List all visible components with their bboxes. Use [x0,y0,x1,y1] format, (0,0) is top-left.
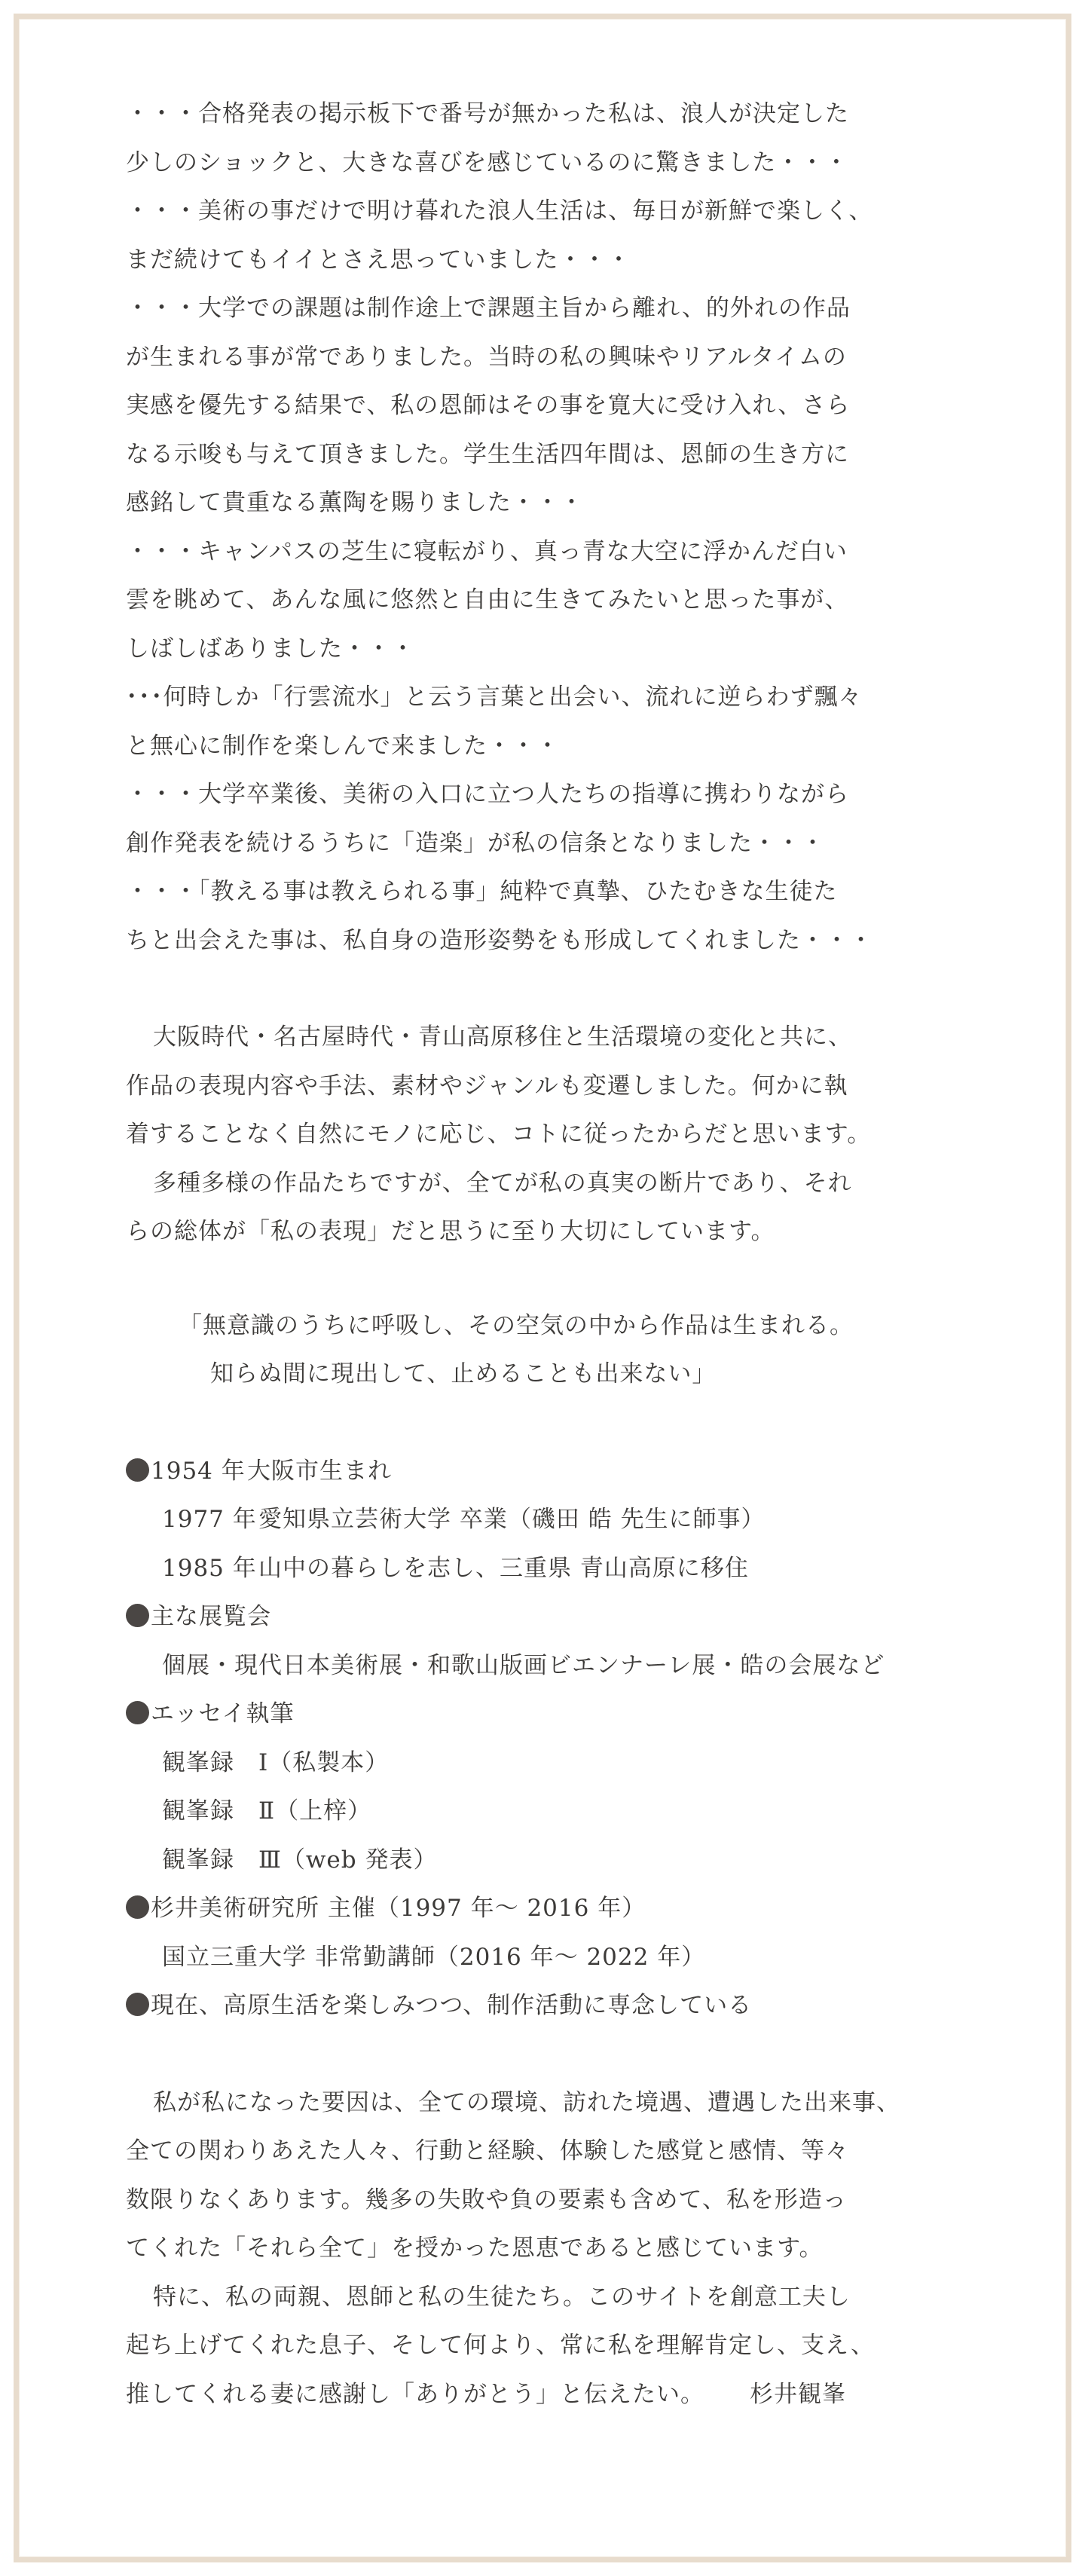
intro-line: 感銘して貴重なる薫陶を賜りました・・・ [126,489,584,516]
intro-line: 実感を優先する結果で、私の恩師はその事を寛大に受け入れ、さら [126,392,851,419]
bullet-icon [126,1458,149,1482]
exhibitions-heading [126,1592,992,1641]
career-year: 1985 年 [162,1554,257,1582]
intro-line: 雲を眺めて、あんな風に悠然と自由に生きてみたいと思った事が、 [126,586,849,613]
career-text: 杉井美術研究所 主催（1997 年～ 2016 年） [151,1895,646,1922]
section-spacer [126,965,992,1013]
heading-label: 主な展覧会 [151,1603,271,1630]
intro-line: が生まれる事が常でありました。当時の私の興味やリアルタイムの [126,343,847,371]
intro-line: ・・・大学での課題は制作途上で課題主旨から離れ、的外れの作品 [126,295,851,322]
intro-section [126,90,992,965]
career-paragraph [126,1013,992,1256]
paragraph-line: 大阪時代・名古屋時代・青山高原移住と生活環境の変化と共に、 [153,1023,852,1051]
career-text: 大阪市生まれ [247,1457,392,1485]
essay-item: 観峯録 Ⅰ（私製本） [162,1748,390,1776]
intro-line: 少しのショックと、大きな喜びを感じているのに驚きました・・・ [126,148,849,176]
intro-line: と無心に制作を楽しんで来ました・・・ [126,732,560,760]
section-spacer [126,1399,992,1447]
career-text: 現在、高原生活を楽しみつつ、制作活動に専念している [151,1992,753,2019]
paragraph-line: 着することなく自然にモノに応じ、コトに従ったからだと思います。 [126,1121,872,1148]
bullet-icon [126,1895,149,1919]
paragraph-line: 全ての関わりあえた人々、行動と経験、体験した感覚と感情、等々 [126,2137,849,2165]
paragraph-line: らの総体が「私の表現」だと思うに至り大切にしています。 [126,1218,775,1245]
paragraph-text: 推してくれる妻に感謝し「ありがとう」と伝えたい。 [126,2380,704,2408]
career-list [126,1447,992,2030]
bullet-icon [126,1604,149,1627]
heading-label: エッセイ執筆 [151,1700,295,1727]
profile-text-body [126,90,992,2418]
page-frame [14,14,1071,2562]
intro-line: ・・・キャンパスの芝生に寝転がり、真っ青な大空に浮かんだ白い [126,537,848,565]
essay-item: 観峯録 Ⅱ（上梓） [162,1797,372,1825]
essay-item: 観峯録 Ⅲ（web 発表） [162,1846,438,1874]
paragraph-line: てくれた「それら全て」を授かった恩恵であると感じています。 [126,2235,824,2262]
intro-line: なる示唆も与えて頂きました。学生生活四年間は、恩師の生き方に [126,440,849,468]
author-signature: 杉井観峯 [750,2380,846,2408]
essay-heading [126,1690,992,1739]
intro-line: ちと出会えた事は、私自身の造形姿勢をも形成してくれました・・・ [126,926,873,954]
paragraph-line: 数限りなくあります。幾多の失敗や負の要素も含めて、私を形造っ [126,2186,847,2213]
lecturer-item: 国立三重大学 非常勤講師（2016 年～ 2022 年） [162,1943,706,1971]
intro-line: ・・・大学卒業後、美術の入口に立つ人たちの指導に携わりながら [126,781,849,808]
quote-line: 「無意識のうちに呼吸し、その空気の中から作品は生まれる。 [179,1311,854,1339]
current-activity-item [126,1981,992,2030]
quote-line: 知らぬ間に現出して、止めることも出来ない」 [210,1360,717,1387]
career-year: 1977 年 [162,1506,257,1533]
career-item-graduation [126,1495,992,1544]
exhibitions-list: 個展・現代日本美術展・和歌山版画ビエンナーレ展・皓の会展など [162,1651,885,1679]
career-text: 山中の暮らしを志し、三重県 青山高原に移住 [258,1554,749,1582]
quote-block [126,1302,992,1399]
intro-line: 創作発表を続けるうちに「造楽」が私の信条となりました・・・ [126,829,825,857]
bullet-icon [126,1701,149,1724]
institute-item [126,1884,992,1933]
intro-line: ・・・合格発表の掲示板下で番号が無かった私は、浪人が決定した [126,100,849,127]
career-item-birth [126,1447,992,1496]
intro-line: ・・・「教える事は教えられる事」純粋で真摯、ひたむきな生徒た [126,878,838,905]
career-item-relocation [126,1544,992,1593]
closing-paragraph [126,2079,992,2419]
intro-line: しばしばありました・・・ [126,635,415,662]
paragraph-line: 私が私になった要因は、全ての環境、訪れた境遇、遭遇した出来事、 [153,2088,900,2116]
paragraph-line: 多種多様の作品たちですが、全てが私の真実の断片であり、それ [153,1169,852,1197]
intro-line: ・・・美術の事だけで明け暮れた浪人生活は、毎日が新鮮で楽しく、 [126,197,873,225]
career-year: 1954 年 [151,1457,246,1485]
section-spacer [126,2030,992,2079]
career-text: 愛知県立芸術大学 卒業（磯田 皓 先生に師事） [258,1506,766,1533]
section-spacer [126,1256,992,1302]
paragraph-line: 起ち上げてくれた息子、そして何より、常に私を理解肯定し、支え、 [126,2332,875,2359]
paragraph-line: 特に、私の両親、恩師と私の生徒たち。このサイトを創意工夫し [153,2283,851,2311]
intro-line: ･･･何時しか「行雲流水」と云う言葉と出会い、流れに逆らわず飄々 [126,684,863,711]
intro-line: まだ続けてもイイとさえ思っていました・・・ [126,246,631,274]
bullet-icon [126,1993,149,2016]
paragraph-line: 作品の表現内容や手法、素材やジャンルも変遷しました。何かに執 [126,1072,848,1100]
paragraph-line-with-signature [126,2370,992,2419]
